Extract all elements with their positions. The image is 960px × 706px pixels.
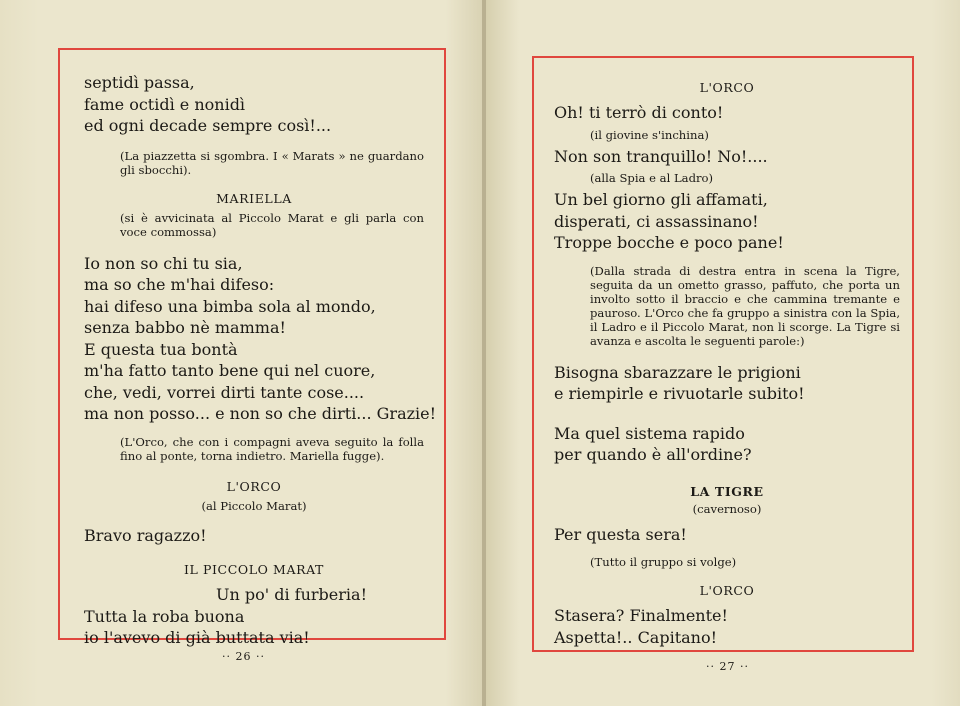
stage-direction: (Tutto il gruppo si volge) — [590, 555, 737, 569]
verse-line: fame octidì e nonidì — [84, 94, 246, 114]
verse-block — [554, 102, 900, 124]
verse-block — [554, 524, 900, 546]
verse-line: Troppe bocche e poco pane! — [554, 233, 784, 252]
right-page — [486, 0, 960, 706]
verse-line: Io non so chi tu sia, — [84, 253, 243, 273]
verse-line: Ma quel sistema rapido — [554, 423, 745, 443]
verse-line: che, vedi, vorrei dirti tante cose.... — [84, 382, 365, 402]
stage-direction: (La piazzetta si sgombra. I « Marats » ne guardano gli sbocchi). — [120, 148, 424, 177]
stage-direction: (si è avvicinata al Piccolo Marat e gli parla con voce commossa) — [120, 210, 424, 239]
stage-direction: (Dalla strada di destra entra in scena la Tigre, seguita da un ometto grasso, paffuto, che porta un involto sotto il braccio e che cammina tremante e pauroso. L'Orco che fa gruppo a sinistra con la Spia, il Ladro e il Piccolo Marat, non li scorge. La Tigre si avanza e ascolta le seguenti parole:) — [590, 263, 900, 348]
verse-line: senza babbo nè mamma! — [84, 318, 286, 337]
speaker-name: L'ORCO — [699, 583, 755, 598]
left-page-text — [84, 72, 437, 649]
verse-line: septidì passa, — [84, 73, 195, 92]
verse-line: m'ha fatto tanto bene qui nel cuore, — [84, 361, 376, 380]
verse-block — [84, 525, 424, 547]
verse-line: per quando è all'ordine? — [554, 445, 752, 464]
verse-line: Non son tranquillo! No!.... — [554, 146, 768, 166]
verse-line: disperati, ci assassinano! — [554, 211, 759, 231]
verse-line: ma non posso... e non so che dirti... Grazie! — [84, 404, 437, 423]
verse-line: Per questa sera! — [554, 524, 687, 544]
verse-line: Bravo ragazzo! — [84, 525, 207, 545]
verse-line: Un bel giorno gli affamati, — [554, 190, 768, 209]
stage-direction: (L'Orco, che con i compagni aveva seguito la folla fino al ponte, torna indietro. Mariella fugge). — [120, 434, 424, 463]
speaker-name: LA TIGRE — [690, 483, 764, 499]
verse-block — [554, 605, 900, 648]
verse-line: ed ogni decade sempre così!... — [84, 116, 332, 135]
page-number: ·· 26 ·· — [222, 650, 265, 663]
speaker-name: MARIELLA — [216, 190, 292, 206]
right-page-text — [554, 80, 900, 648]
verse-line: ma so che m'hai difeso: — [84, 275, 275, 294]
verse-block — [84, 584, 424, 649]
verse-line: Stasera? Finalmente! — [554, 606, 728, 625]
speaker-name: IL PICCOLO MARAT — [184, 562, 324, 577]
verse-block — [554, 423, 900, 466]
stage-direction: (cavernoso) — [692, 501, 762, 516]
verse-line: Aspetta!.. Capitano! — [554, 627, 718, 647]
speaker-name: L'ORCO — [699, 80, 755, 95]
verse-block — [84, 72, 424, 137]
verse-line: e riempirle e rivuotarle subito! — [554, 384, 805, 403]
verse-line: io l'avevo di già buttata via! — [84, 628, 310, 647]
verse-block — [554, 146, 900, 168]
verse-line: E questa tua bontà — [84, 339, 238, 359]
verse-block — [554, 189, 900, 254]
stage-direction: (al Piccolo Marat) — [201, 498, 307, 513]
page-number: ·· 27 ·· — [706, 660, 749, 673]
verse-block — [84, 253, 437, 425]
stage-direction: (il giovine s'inchina) — [590, 127, 709, 142]
verse-block — [554, 362, 900, 405]
speaker-name: L'ORCO — [226, 478, 282, 494]
verse-line: Bisogna sbarazzare le prigioni — [554, 362, 801, 382]
verse-line: Un po' di furberia! — [216, 585, 367, 604]
verse-line: Oh! ti terrò di conto! — [554, 103, 724, 122]
stage-direction: (alla Spia e al Ladro) — [590, 171, 714, 185]
verse-line: Tutta la roba buona — [84, 606, 245, 626]
verse-line: hai difeso una bimba sola al mondo, — [84, 296, 376, 316]
